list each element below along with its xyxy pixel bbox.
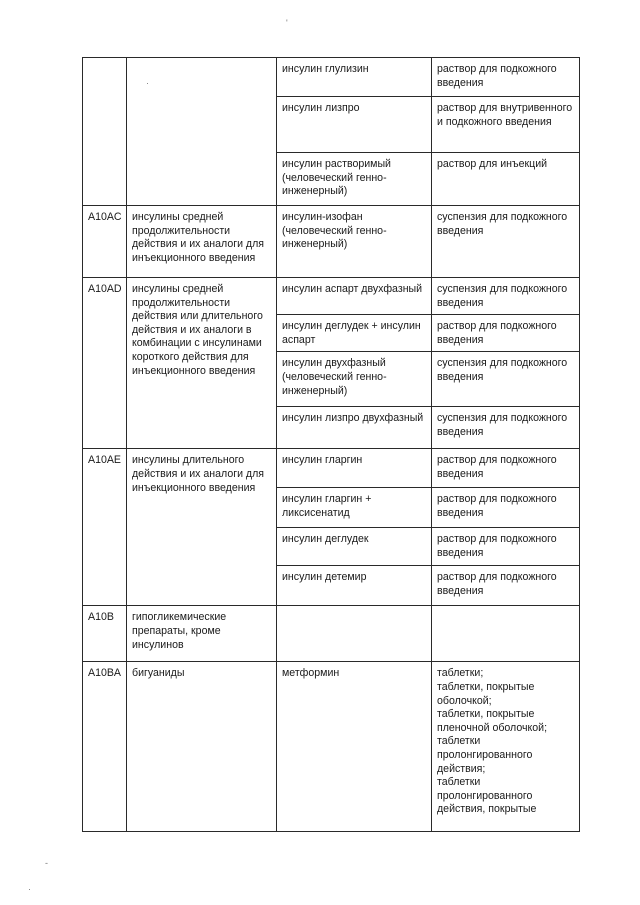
stray-mark: -	[45, 858, 48, 868]
group-name-cell: бигуаниды	[127, 662, 277, 832]
dosage-form-cell: раствор для внутривенного и подкожного введения	[432, 97, 580, 153]
dosage-form-cell: раствор для подкожного введения	[432, 488, 580, 528]
atc-code-cell: A10AD	[83, 278, 127, 449]
atc-code-cell	[83, 58, 127, 206]
drug-name-cell: инсулин аспарт двухфазный	[277, 278, 432, 315]
dosage-form-cell: суспензия для подкожного введения	[432, 206, 580, 278]
drug-name-cell: инсулин-изофан (человеческий генно-инженерный)	[277, 206, 432, 278]
group-name-cell	[127, 58, 277, 206]
dosage-form-cell: раствор для подкожного введения	[432, 566, 580, 606]
dosage-form-cell: суспензия для подкожного введения	[432, 278, 580, 315]
stray-mark: ·	[28, 884, 31, 894]
table-row	[83, 606, 580, 662]
table-row	[83, 278, 580, 315]
drug-name-cell	[277, 606, 432, 662]
atc-code-cell: A10AE	[83, 449, 127, 606]
dosage-form-cell	[432, 606, 580, 662]
group-name-cell: гипогликемические препараты, кроме инсулинов	[127, 606, 277, 662]
drug-name-cell: инсулин гларгин + ликсисенатид	[277, 488, 432, 528]
atc-code-cell: A10B	[83, 606, 127, 662]
drug-classification-table	[82, 57, 580, 832]
drug-name-cell: инсулин деглудек	[277, 528, 432, 566]
group-name-cell: инсулины длительного действия и их аналоги для инъекционного введения	[127, 449, 277, 606]
atc-code-cell: A10BA	[83, 662, 127, 832]
group-name-cell: инсулины средней продолжительности действия или длительного действия и их аналоги в комбинации с инсулинами короткого действия для инъекционного введения	[127, 278, 277, 449]
table-row	[83, 449, 580, 488]
stray-mark: ·	[146, 78, 149, 88]
dosage-form-cell: таблетки; таблетки, покрытые оболочкой; таблетки, покрытые пленочной оболочкой; таблетки пролонгированного действия; таблетки пролонгированного действия, покрытые	[432, 662, 580, 832]
dosage-form-cell: раствор для подкожного введения	[432, 58, 580, 97]
drug-name-cell: инсулин двухфазный (человеческий генно-инженерный)	[277, 352, 432, 407]
drug-name-cell: метформин	[277, 662, 432, 832]
table-row	[83, 206, 580, 278]
drug-name-cell: инсулин растворимый (человеческий генно-инженерный)	[277, 153, 432, 206]
dosage-form-cell: раствор для подкожного введения	[432, 528, 580, 566]
table-row	[83, 662, 580, 832]
drug-name-cell: инсулин лизпро	[277, 97, 432, 153]
drug-name-cell: инсулин глулизин	[277, 58, 432, 97]
dosage-form-cell: суспензия для подкожного введения	[432, 407, 580, 449]
drug-name-cell: инсулин деглудек + инсулин аспарт	[277, 315, 432, 352]
atc-code-cell: A10AC	[83, 206, 127, 278]
drug-name-cell: инсулин гларгин	[277, 449, 432, 488]
group-name-cell: инсулины средней продолжительности действия и их аналоги для инъекционного введения	[127, 206, 277, 278]
dosage-form-cell: суспензия для подкожного введения	[432, 352, 580, 407]
stray-mark: '	[286, 18, 288, 28]
dosage-form-cell: раствор для инъекций	[432, 153, 580, 206]
dosage-form-cell: раствор для подкожного введения	[432, 315, 580, 352]
dosage-form-cell: раствор для подкожного введения	[432, 449, 580, 488]
drug-name-cell: инсулин лизпро двухфазный	[277, 407, 432, 449]
drug-name-cell: инсулин детемир	[277, 566, 432, 606]
table-row	[83, 58, 580, 97]
